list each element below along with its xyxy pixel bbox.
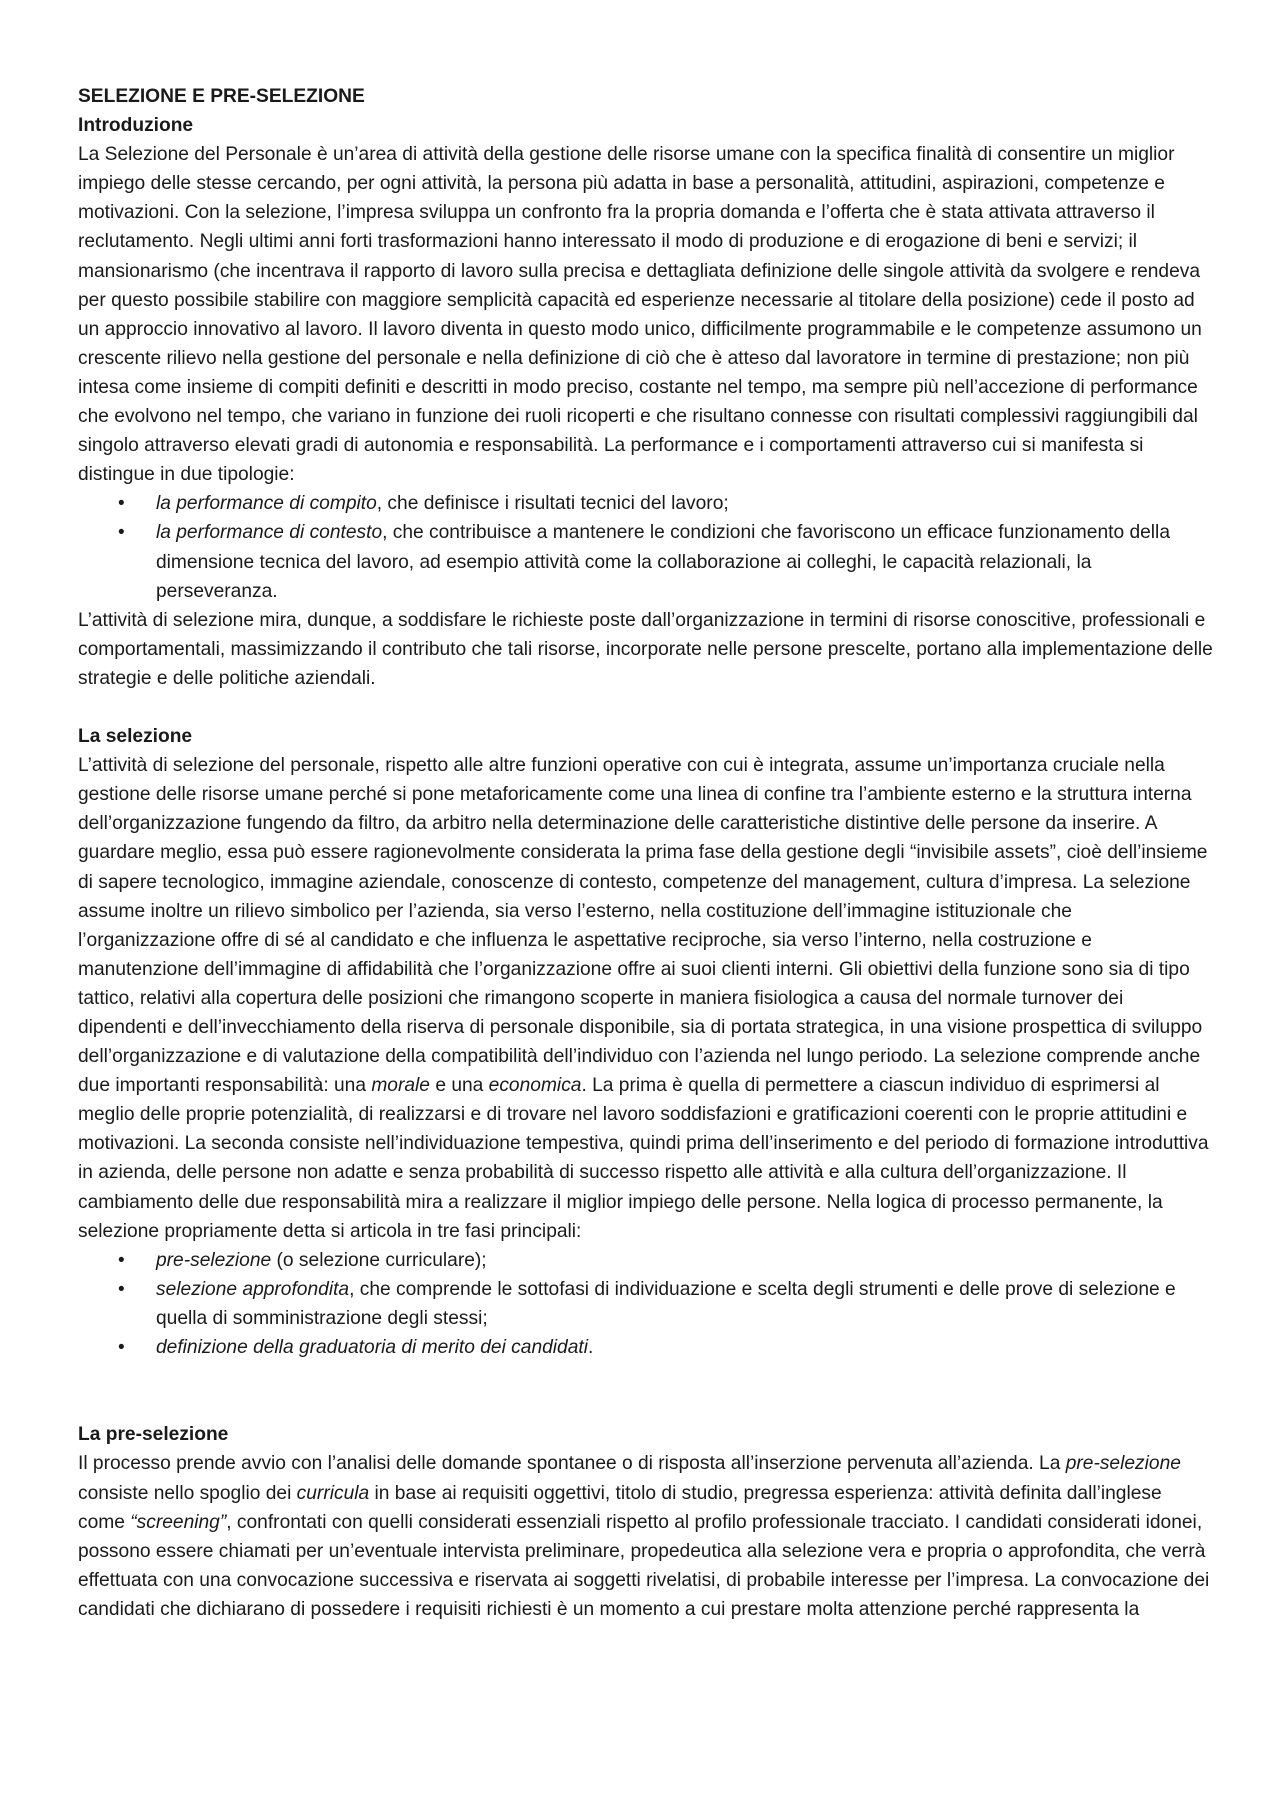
list-item: • la performance di compito, che definisce i risultati tecnici del lavoro; — [78, 489, 1213, 518]
list-item: • pre-selezione (o selezione curriculare); — [78, 1246, 1213, 1275]
selezione-paragraph: L’attività di selezione del personale, rispetto alle altre funzioni operative con cui è integrata, assume un’importanza cruciale nella gestione delle risorse umane perché si pone metaforicamente come una linea di confine tra l’ambiente esterno e la struttura interna dell’organizzazione fungendo da filtro, da arbitro nella determinazione delle caratteristiche distintive delle persone da inserire. A guardare meglio, essa può essere ragionevolmente considerata la prima fase della gestione degli “invisibile assets”, cioè dell’insieme di sapere tecnologico, immagine aziendale, conoscenze di contesto, competenze del management, cultura d’impresa. La selezione assume inoltre un rilievo simbolico per l’azienda, sia verso l’esterno, nella costituzione dell’immagine istituzionale che l’organizzazione offre di sé al candidato e che influenza le aspettative reciproche, sia verso l’interno, nella costruzione e manutenzione dell’immagine di affidabilità che l’organizzazione offre ai suoi clienti interni. Gli obiettivi della funzione sono sia di tipo tattico, relativi alla copertura delle posizioni che rimangono scoperte in maniera fisiologica a causa del normale turnover dei dipendenti e dell’invecchiamento della riserva di personale disponibile, sia di portata strategica, in una visione prospettica di sviluppo dell’organizzazione e di valutazione della compatibilità dell’individuo con l’azienda nel lungo periodo. La selezione comprende anche due importanti responsabilità: una morale e una economica. La prima è quella di permettere a ciascun individuo di esprimersi al meglio delle proprie potenzialità, di realizzarsi e di trovare nel lavoro soddisfazioni e gratificazioni coerenti con le proprie attitudini e motivazioni. La seconda consiste nell’individuazione tempestiva, quindi prima dell’inserimento e del periodo di formazione introduttiva in azienda, delle persone non adatte e senza probabilità di successo rispetto alle attività e alla cultura dell’organizzazione. Il cambiamento delle due responsabilità mira a realizzare il miglior impiego delle persone. Nella logica di processo permanente, la selezione propriamente detta si articola in tre fasi principali: — [78, 755, 1209, 1242]
document-page — [78, 82, 1213, 1624]
list-item: • la performance di contesto, che contribuisce a mantenere le condizioni che favoriscono un efficace funzionamento della dimensione tecnica del lavoro, ad esempio attività come la collaborazione ai colleghi, le capacità relazionali, la perseveranza. — [78, 518, 1213, 605]
selezione-heading: La selezione — [78, 726, 193, 748]
bullet-icon: • — [118, 493, 125, 515]
spacer — [78, 1362, 1213, 1420]
list-item: • selezione approfondita, che comprende le sottofasi di individuazione e scelta degli strumenti e delle prove di selezione e quella di somministrazione degli stessi; — [78, 1275, 1213, 1333]
intro-bullet-list — [78, 489, 1213, 605]
preselezione-paragraph: Il processo prende avvio con l’analisi delle domande spontanee o di risposta all’inserzione pervenuta all’azienda. La pre-selezione consiste nello spoglio dei curricula in base ai requisiti oggettivi, titolo di studio, pregressa esperienza: attività definita dall’inglese come “screening”, confrontati con quelli considerati essenziali rispetto al profilo professionale tracciato. I candidati considerati idonei, possono essere chiamati per un’eventuale intervista preliminare, propedeutica alla selezione vera e propria o approfondita, che verrà effettuata con una convocazione successiva e riservata ai soggetti rivelatisi, di probabile interesse per l’impresa. La convocazione dei candidati che dichiarano di possedere i requisiti richiesti è un momento a cui prestare molta attenzione perché rappresenta la — [78, 1453, 1210, 1620]
bullet-icon: • — [118, 1249, 125, 1271]
document-title: SELEZIONE E PRE-SELEZIONE — [78, 86, 365, 107]
list-item: • definizione della graduatoria di merito dei candidati. — [78, 1333, 1213, 1362]
bullet-icon: • — [118, 1337, 125, 1359]
preselezione-heading: La pre-selezione — [78, 1424, 229, 1446]
intro-paragraph-1: La Selezione del Personale è un’area di attività della gestione delle risorse umane con la specifica finalità di consentire un miglior impiego delle stesse cercando, per ogni attività, la persona più adatta in base a personalità, attitudini, aspirazioni, competenze e motivazioni. Con la selezione, l’impresa sviluppa un confronto fra la propria domanda e l’offerta che è stata attivata attraverso il reclutamento. Negli ultimi anni forti trasformazioni hanno interessato il modo di produzione e di erogazione di beni e servizi; il mansionarismo (che incentrava il rapporto di lavoro sulla precisa e dettagliata definizione delle singole attività da svolgere e rendeva per questo possibile stabilire con maggiore semplicità capacità ed esperienze necessarie al titolare della posizione) cede il posto ad un approccio innovativo al lavoro. Il lavoro diventa in questo modo unico, difficilmente programmabile e le competenze assumono un crescente rilievo nella gestione del personale e nella definizione di ciò che è atteso dal lavoratore in termine di prestazione; non più intesa come insieme di compiti definiti e descritti in modo preciso, costante nel tempo, ma sempre più nell’accezione di performance che evolvono nel tempo, che variano in funzione dei ruoli ricoperti e che risultano connesse con risultati complessivi raggiungibili dal singolo attraverso elevati gradi di autonomia e responsabilità. La performance e i comportamenti attraverso cui si manifesta si distingue in due tipologie: — [78, 144, 1202, 486]
spacer — [78, 693, 1213, 722]
bullet-icon: • — [118, 522, 125, 544]
intro-heading: Introduzione — [78, 115, 194, 137]
selezione-bullet-list — [78, 1246, 1213, 1362]
intro-paragraph-2: L’attività di selezione mira, dunque, a soddisfare le richieste poste dall’organizzazione in termini di risorse conoscitive, professionali e comportamentali, massimizzando il contributo che tali risorse, incorporate nelle persone prescelte, portano alla implementazione delle strategie e delle politiche aziendali. — [78, 609, 1213, 689]
bullet-icon: • — [118, 1278, 125, 1300]
